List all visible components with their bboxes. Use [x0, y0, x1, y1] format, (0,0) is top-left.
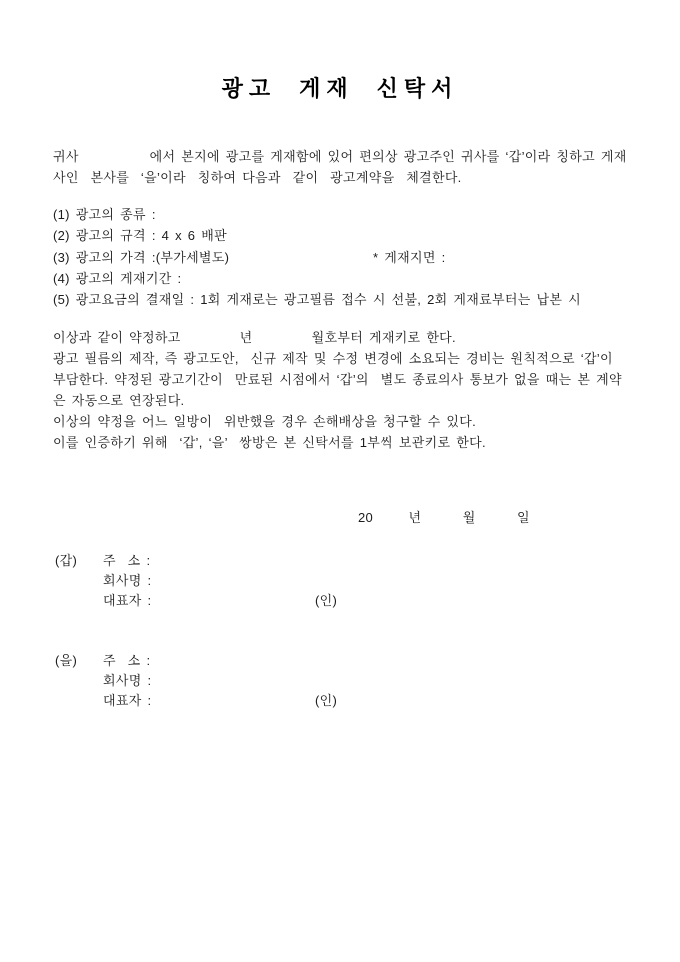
- contract-item-1: (1) 광고의 종류 :: [53, 207, 156, 222]
- party-gap-company-label: 회사명 :: [103, 573, 152, 588]
- intro-line-2: 사인 본사를 ‘을’이라 칭하여 다음과 같이 광고계약을 체결한다.: [53, 170, 462, 185]
- date-line: 20 년 월 일: [358, 510, 530, 525]
- contract-item-3-page-note: * 게재지면 :: [373, 250, 446, 265]
- party-eul-representative-label: 대표자 :: [103, 693, 152, 708]
- intro-line-1: 귀사 에서 본지에 광고를 게재함에 있어 편의상 광고주인 귀사를 ‘갑’이라 칭하고 게재: [53, 149, 627, 164]
- contract-item-5: (5) 광고요금의 결재일 : 1회 게재로는 광고필름 접수 시 선불, 2회 게재료부터는 납본 시: [53, 292, 581, 307]
- party-gap-label: (갑): [55, 553, 78, 568]
- contract-item-3: (3) 광고의 가격 :(부가세별도): [53, 250, 230, 265]
- party-eul-company-label: 회사명 :: [103, 673, 152, 688]
- party-eul-seal-mark: (인): [315, 693, 338, 708]
- party-gap-representative-label: 대표자 :: [103, 593, 152, 608]
- terms-line-6: 이를 인증하기 위해 ‘갑’, ‘을’ 쌍방은 본 신탁서를 1부씩 보관키로 한다.: [53, 435, 486, 450]
- party-eul-label: (을): [55, 653, 78, 668]
- terms-line-4: 은 자동으로 연장된다.: [53, 393, 185, 408]
- party-gap-address-label: 주 소 :: [103, 553, 151, 568]
- party-eul-address-label: 주 소 :: [103, 653, 151, 668]
- terms-line-2: 광고 필름의 제작, 즉 광고도안, 신규 제작 및 수정 변경에 소요되는 경비는 원칙적으로 ‘갑’이: [53, 351, 613, 366]
- terms-line-5: 이상의 약정을 어느 일방이 위반했을 경우 손해배상을 청구할 수 있다.: [53, 414, 477, 429]
- terms-line-3: 부담한다. 약정된 광고기간이 만료된 시점에서 ‘갑’의 별도 종료의사 통보가 없을 때는 본 계약: [53, 372, 622, 387]
- page-title: 광고 게재 신탁서: [221, 76, 459, 101]
- party-gap-seal-mark: (인): [315, 593, 338, 608]
- contract-item-2: (2) 광고의 규격 : 4 x 6 배판: [53, 228, 227, 243]
- contract-item-4: (4) 광고의 게재기간 :: [53, 271, 182, 286]
- terms-line-1: 이상과 같이 약정하고 년 월호부터 게재키로 한다.: [53, 330, 456, 345]
